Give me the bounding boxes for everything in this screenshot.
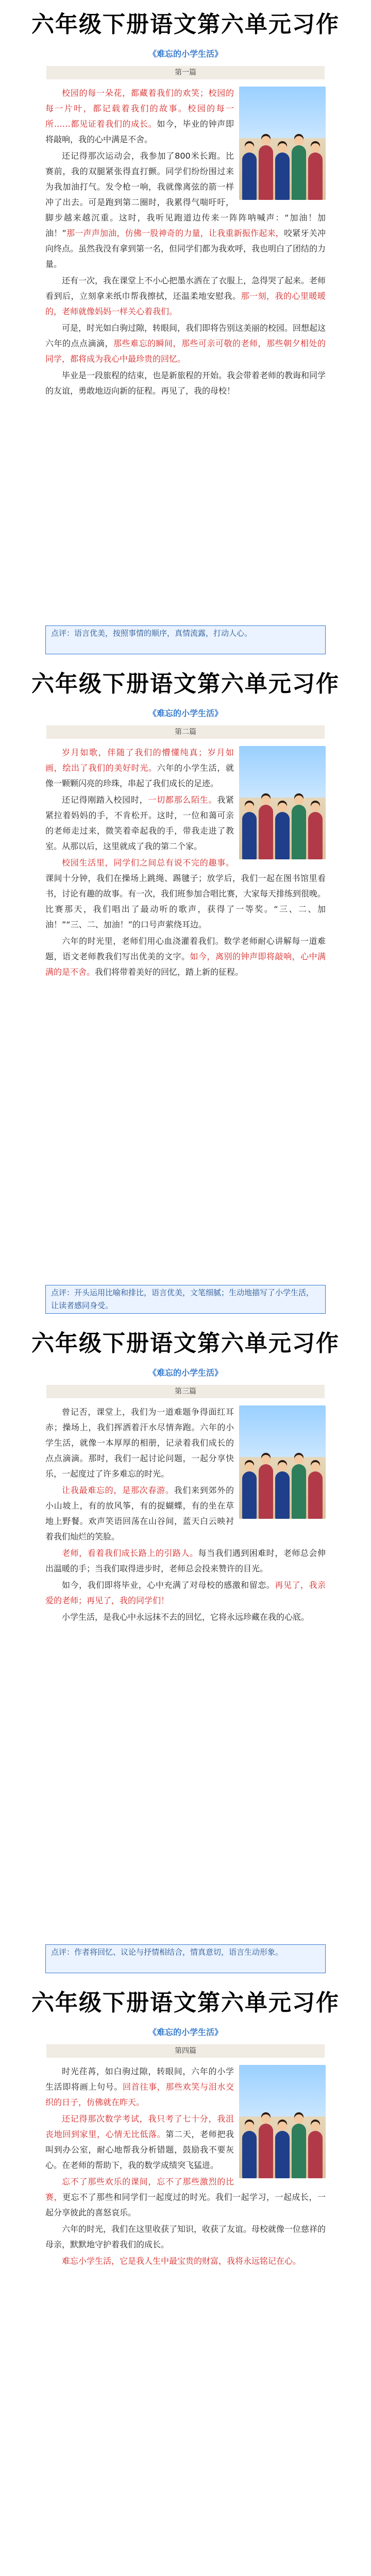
- student-figure: [275, 2131, 290, 2178]
- graduation-photo: [239, 2065, 326, 2178]
- highlighted-sentence: 回首往事，那些欢笑与泪水交织的日子，仿佛就在昨天。: [45, 2082, 234, 2107]
- essay-section: [0, 659, 371, 1319]
- section-label: 第四篇: [46, 2044, 325, 2058]
- highlighted-sentence: 一切都那么陌生。: [148, 795, 217, 805]
- essay-title: 六年级下册语文第六单元习作: [31, 11, 340, 38]
- essay-subtitle: 《难忘的小学生活》: [148, 1368, 223, 1378]
- sentence: 我紧紧拉着妈妈的手，不肯松开。这时，一位和蔼可亲的老师走过来，微笑着牵起我的手，带我走进了教室。从那以后，这里就成了我的第二个家。: [45, 795, 234, 851]
- student-figure: [292, 2124, 306, 2178]
- sentence: 六年的小学生活，就像一颗颗闪亮的珍珠，串起了我们成长的足迹。: [45, 763, 234, 788]
- sentence: 六年的时光，我们在这里收获了知识，收获了友谊。母校就像一位慈祥的母亲，默默地守护着我们的成长。: [45, 2224, 326, 2249]
- highlighted-sentence: 那一刻，我的心里暖暖的，老师就像妈妈一样关心着我们。: [45, 291, 326, 316]
- essay-title: 六年级下册语文第六单元习作: [31, 671, 340, 697]
- essay-paragraph: [45, 855, 326, 933]
- essay-subtitle: 《难忘的小学生活》: [148, 708, 223, 718]
- essay-paragraph: [45, 368, 326, 399]
- highlighted-sentence: 还记得那次数学考试，我只考了七十分，我沮丧地回到家里，心情无比低落。: [45, 2114, 234, 2139]
- highlighted-sentence: 老师，看着我们成长路上的引路人。: [62, 1548, 198, 1558]
- section-label: 第二篇: [46, 725, 325, 739]
- essay-paragraph: [45, 273, 326, 319]
- sentence: 更忘不了那些和同学们一起度过的时光。我们一起学习，一起成长，一起分享彼此的喜怒哀乐。: [45, 2192, 326, 2217]
- sentence: 第二天，老师把我叫到办公室，耐心地帮我分析错题，鼓励我不要灰心。在老师的帮助下，我的数学成绩突飞猛进。: [45, 2129, 234, 2170]
- graduation-photo: [239, 1405, 326, 1519]
- sentence: 时光荏苒，如白驹过隙，转眼间，六年的小学生活即将画上句号。: [45, 2066, 234, 2092]
- sentence: 小学生活，是我心中永远抹不去的回忆，它将永远珍藏在我的心底。: [62, 1612, 310, 1622]
- highlighted-sentence: 那一声声加油，仿佛一股神奇的力量，让我重新振作起来，: [66, 228, 284, 238]
- sentence: 我们将带着美好的回忆，踏上新的征程。: [95, 967, 244, 977]
- sentence: 如今，毕业的钟声即将敲响，我的心中满是不舍。: [45, 119, 234, 144]
- essay-paragraph: [45, 1546, 326, 1577]
- essay-paragraph: [45, 1609, 326, 1625]
- sentence: 咬紧牙关冲向终点。虽然我没有拿到第一名，但同学们都为我欢呼，我也明白了团结的力量。: [45, 228, 326, 269]
- teacher-comment: 点评：语言优美，按照事情的顺序，真情流露，打动人心。: [45, 625, 326, 654]
- essay-section: [0, 1319, 371, 1978]
- highlighted-sentence: 难忘小学生活，它是我人生中最宝贵的财富，我将永远铭记在心。: [62, 2256, 301, 2266]
- essay-title: 六年级下册语文第六单元习作: [31, 1990, 340, 2016]
- sentence: 如今，我们即将毕业，心中充满了对母校的感激和留恋。: [62, 1580, 275, 1590]
- essay-paragraph: [45, 2222, 326, 2252]
- student-figure: [308, 812, 323, 859]
- sentence: 曾记否，课堂上，我们为一道难题争得面红耳赤；操场上，我们挥洒着汗水尽情奔跑。六年的小学生活，就像一本厚厚的相册，记录着我们成长的点点滴滴。那时，我们一起讨论问题，一起分享快乐，一起度过了许多难忘的时光。: [45, 1407, 234, 1479]
- student-figure: [275, 812, 290, 859]
- sentence: 我们来到郊外的小山坡上，有的放风筝，有的捉蝴蝶，有的坐在草地上野餐。欢声笑语回荡在山谷间，蓝天白云映衬着我们灿烂的笑脸。: [45, 1485, 234, 1541]
- highlighted-sentence: 校园生活里，同学们之间总有说不完的趣事。: [62, 858, 234, 868]
- student-figure: [292, 1464, 306, 1519]
- sentence: 每当我们遇到困难时，老师总会伸出温暖的手；当我们取得进步时，老师总会投来赞许的目光。: [45, 1548, 326, 1573]
- sentence: 六年的时光里，老师们用心血浇灌着我们。数学老师耐心讲解每一道难题，语文老师教我们写出优美的文字。: [45, 936, 326, 961]
- sentence: 还有一次，我在课堂上不小心把墨水洒在了衣服上，急得哭了起来。老师看到后，立刻拿来纸巾帮我擦拭，还温柔地安慰我。: [45, 276, 326, 301]
- sentence: 毕业是一段旅程的结束，也是新旅程的开始。我会带着老师的教诲和同学的友谊，勇敢地迈向新的征程。再见了，我的母校！: [45, 370, 326, 396]
- highlighted-sentence: 那些难忘的瞬间，那些可亲可敬的老师，那些朝夕相处的同学，都将成为我心中最珍贵的回忆。: [45, 338, 326, 364]
- highlighted-sentence: 岁月如歌，伴随了我们的懵懂纯真；岁月如画，绘出了我们的美好时光。: [45, 748, 234, 773]
- essay-title: 六年级下册语文第六单元习作: [31, 1330, 340, 1357]
- student-figure: [259, 2124, 273, 2178]
- essay-body: [45, 1404, 326, 1940]
- student-figure: [242, 1471, 257, 1519]
- teacher-comment: 点评：开头运用比喻和排比，语言优美，文笔细腻；生动地描写了小学生活，让读者感同身受。: [45, 1285, 326, 1314]
- student-figure: [308, 152, 323, 200]
- sentence: 可是，时光如白驹过隙，转眼间，我们即将告别这美丽的校园。回想起这六年的点点滴滴，: [45, 323, 326, 348]
- sentence: 还记得那次运动会，我参加了800米长跑。比赛前，我的双腿紧张得直打颤。同学们纷纷围过来为我加油打气。发令枪一响，我就像离弦的箭一样冲了出去。可是跑到第二圈时，我累得气喘吁吁，脚步越来越沉重。这时，我听见跑道边传来一阵阵呐喊声：“加油！加油！”: [45, 151, 326, 238]
- student-figure: [259, 1464, 273, 1519]
- highlighted-sentence: 让我最难忘的，是那次春游。: [62, 1485, 174, 1495]
- student-figure: [259, 805, 273, 859]
- student-figure: [275, 152, 290, 200]
- essay-paragraph: [45, 2174, 326, 2221]
- student-figure: [308, 2131, 323, 2178]
- student-figure: [292, 145, 306, 200]
- sentence: 课间十分钟，我们在操场上跳绳、踢毽子；放学后，我们一起在图书馆里看书，讨论有趣的故事。有一次，我们班参加合唱比赛，大家每天排练到很晚。比赛那天，我们唱出了最动听的歌声，获得了一等奖。“三、二、加油！”“三、二、加油！”的口号声萦绕耳边。: [45, 873, 326, 929]
- essay-section: [0, 0, 371, 659]
- essay-paragraph: [45, 1578, 326, 1608]
- highlighted-sentence: 如今，离别的钟声即将敲响，心中满满的是不舍。: [45, 952, 326, 977]
- essay-body: [45, 2064, 326, 2576]
- section-label: 第三篇: [46, 1385, 325, 1398]
- student-figure: [275, 1471, 290, 1519]
- essay-body: [45, 86, 326, 621]
- essay-body: [45, 745, 326, 1281]
- essay-subtitle: 《难忘的小学生活》: [148, 2027, 223, 2037]
- highlighted-sentence: 校园的每一朵花，都藏着我们的欢笑；校园的每一片叶，都记载着我们的故事。校园的每一所……都见证着我们的成长。: [45, 88, 234, 129]
- student-figure: [242, 152, 257, 200]
- highlighted-sentence: 再见了，我亲爱的老师；再见了，我的同学们！: [45, 1580, 326, 1605]
- student-figure: [242, 2131, 257, 2178]
- essay-subtitle: 《难忘的小学生活》: [148, 49, 223, 59]
- essay-paragraph: [45, 320, 326, 367]
- student-figure: [259, 145, 273, 200]
- essay-paragraph: [45, 2253, 326, 2269]
- section-label: 第一篇: [46, 66, 325, 79]
- essay-paragraph: [45, 934, 326, 980]
- highlighted-sentence: 忘不了那些欢乐的课间，忘不了那些激烈的比赛，: [45, 2177, 234, 2202]
- graduation-photo: [239, 746, 326, 859]
- teacher-comment: 点评：作者将回忆、议论与抒情相结合，情真意切，语言生动形象。: [45, 1944, 326, 1973]
- graduation-photo: [239, 87, 326, 200]
- student-figure: [292, 805, 306, 859]
- student-figure: [308, 1471, 323, 1519]
- student-figure: [242, 812, 257, 859]
- essay-section: [0, 1978, 371, 2576]
- sentence: 还记得刚踏入校园时，: [62, 795, 148, 805]
